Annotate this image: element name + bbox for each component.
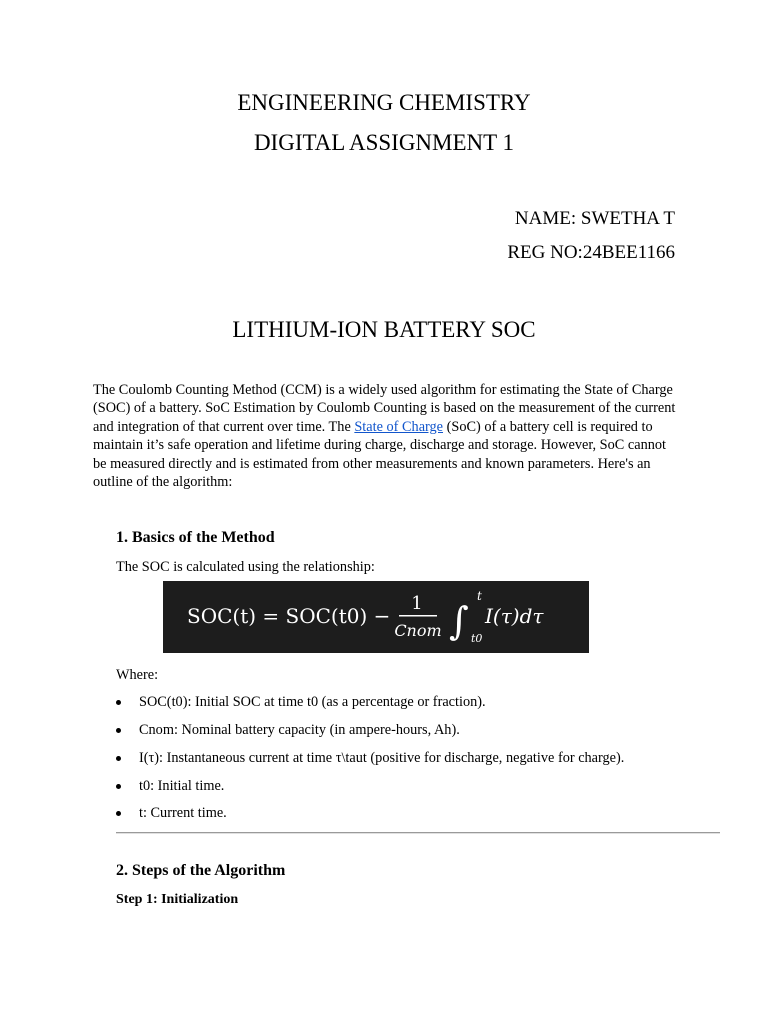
registration-number: REG NO:24BEE1166 bbox=[507, 242, 675, 263]
bullet-icon bbox=[116, 728, 121, 733]
step-1-heading: Step 1: Initialization bbox=[116, 892, 239, 907]
formula-lhs: SOC(t) = SOC(t0) − bbox=[187, 604, 391, 628]
bullet-icon bbox=[116, 756, 121, 761]
list-item-text: t: Current time. bbox=[139, 805, 227, 821]
assignment-title-line2: DIGITAL ASSIGNMENT 1 bbox=[253, 130, 515, 155]
list-item-text: I(τ): Instantaneous current at time τ\taut (positive for discharge, negative for charge). bbox=[139, 750, 625, 766]
formula-numerator: 1 bbox=[411, 593, 423, 614]
student-name: NAME: SWETHA T bbox=[514, 208, 675, 229]
state-of-charge-link[interactable]: State of Charge bbox=[354, 418, 444, 435]
assignment-title-line1: ENGINEERING CHEMISTRY bbox=[237, 90, 531, 115]
soc-formula-image bbox=[163, 581, 589, 653]
integral-lower-limit: t0 bbox=[471, 632, 483, 645]
intro-paragraph bbox=[93, 381, 683, 491]
bullet-icon bbox=[116, 700, 121, 705]
intro-text-before-link: The Coulomb Counting Method (CCM) is a widely used algorithm for estimating the State of Charge (SOC) of a battery. SoC Estimation by Coulomb Counting is based on the measurement of the current and integration of that current over time. The bbox=[93, 382, 676, 435]
horizontal-divider bbox=[116, 832, 720, 834]
soc-formula bbox=[163, 581, 589, 653]
formula-integrand: I(τ)dτ bbox=[485, 604, 544, 628]
bullet-icon bbox=[116, 784, 121, 789]
formula-denominator: Cnom bbox=[394, 621, 442, 640]
fraction-bar bbox=[399, 615, 437, 617]
integral-sign: ∫ bbox=[449, 599, 469, 643]
list-item-text: SOC(t0): Initial SOC at time t0 (as a percentage or fraction). bbox=[139, 694, 486, 710]
section-heading-steps: 2. Steps of the Algorithm bbox=[116, 862, 286, 879]
list-item-text: Cnom: Nominal battery capacity (in ampere-hours, Ah). bbox=[139, 722, 460, 738]
intro-text-after-link: (SoC) of a battery cell is required to maintain it’s safe operation and lifetime during charge, discharge and storage. However, SoC cannot be measured directly and is estimated from other measurements and known parameters. Here's an outline of the algorithm: bbox=[93, 418, 666, 491]
list-item-text: t0: Initial time. bbox=[139, 778, 225, 794]
where-label: Where: bbox=[116, 667, 159, 683]
document-title: LITHIUM-ION BATTERY SOC bbox=[232, 317, 536, 342]
formula-lead-text: The SOC is calculated using the relationship: bbox=[116, 559, 375, 575]
bullet-icon bbox=[116, 811, 121, 816]
section-heading-basics: 1. Basics of the Method bbox=[116, 529, 275, 546]
integral-upper-limit: t bbox=[477, 589, 482, 603]
